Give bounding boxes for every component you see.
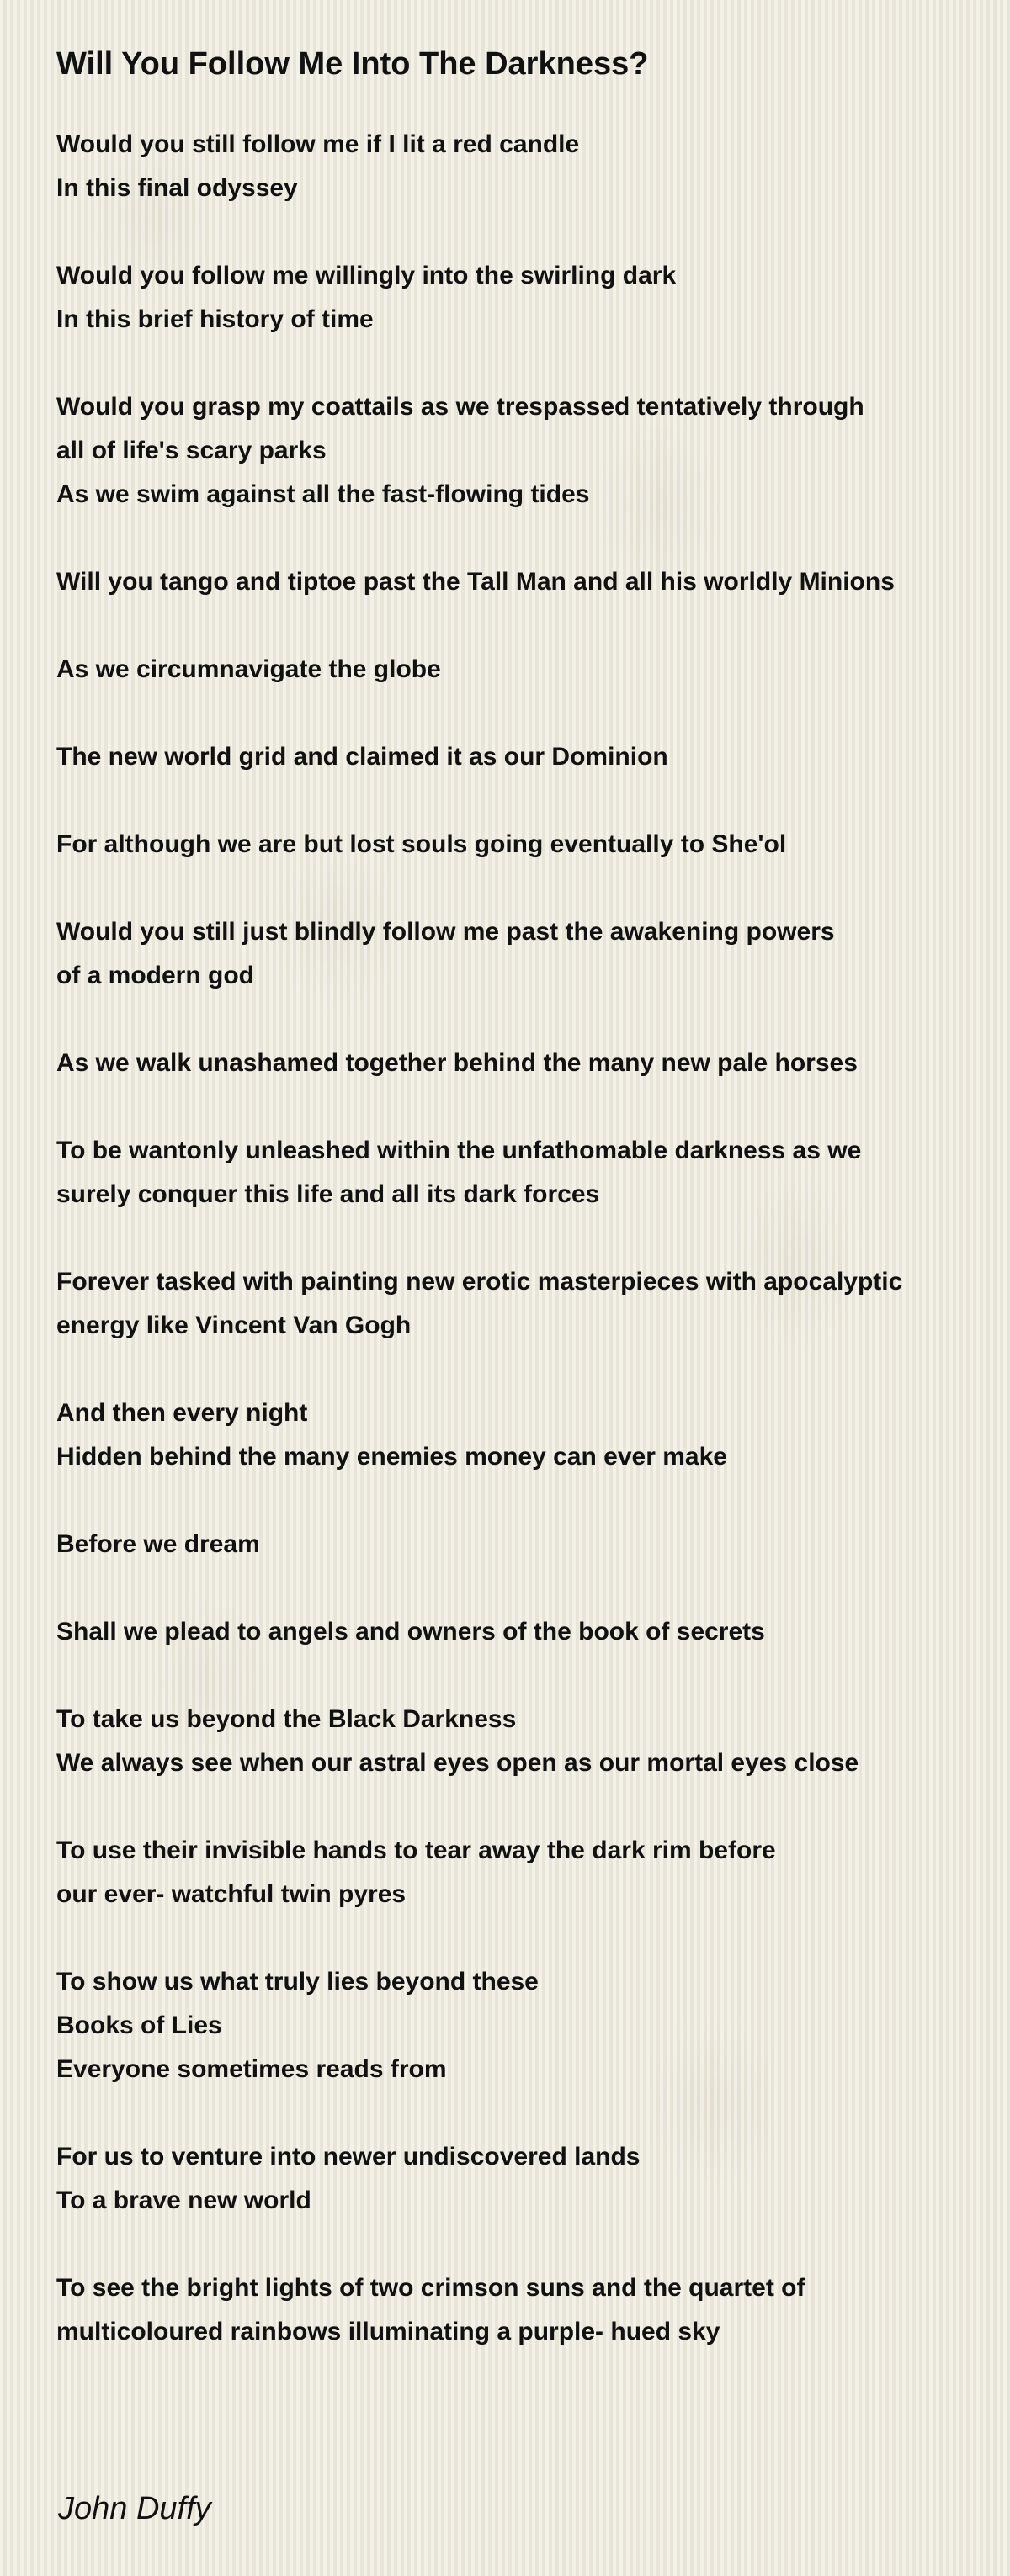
poem-stanza xyxy=(56,1042,991,1085)
poem-line: The new world grid and claimed it as our Dominion xyxy=(56,743,668,771)
poem-line: And then every night xyxy=(56,1399,308,1427)
poem-stanza xyxy=(56,2266,991,2354)
poem-stanza xyxy=(56,823,991,867)
poem-line: To a brave new world xyxy=(56,2186,311,2214)
poem-stanza xyxy=(56,385,991,517)
poem-line: Will you tango and tiptoe past the Tall Man and all his worldly Minions xyxy=(56,568,895,596)
poem-line: our ever- watchful twin pyres xyxy=(56,1880,407,1908)
poem-stanza xyxy=(56,123,991,210)
poem-line: To be wantonly unleashed within the unfathomable darkness as we xyxy=(56,1137,862,1164)
poem-title: Will You Follow Me Into The Darkness? xyxy=(56,46,649,82)
poem-line: multicoloured rainbows illuminating a purple- hued sky xyxy=(56,2318,720,2345)
poem-line: For us to venture into newer undiscovered lands xyxy=(56,2143,641,2171)
poem-line: We always see when our astral eyes open as our mortal eyes close xyxy=(56,1749,859,1777)
poem-line: To take us beyond the Black Darkness xyxy=(56,1705,517,1733)
poem-line: Hidden behind the many enemies money can ever make xyxy=(56,1443,727,1471)
poem-line: Would you follow me willingly into the swirling dark xyxy=(56,262,677,289)
poem-line: To use their invisible hands to tear away the dark rim before xyxy=(56,1837,776,1864)
poem-line: As we swim against all the fast-flowing tides xyxy=(56,480,590,508)
poem-stanza xyxy=(56,735,991,779)
poem-line: As we walk unashamed together behind the many new pale horses xyxy=(56,1049,858,1077)
poem-body xyxy=(56,123,991,2398)
poem-line: For although we are but lost souls going eventually to She'ol xyxy=(56,830,787,858)
poem-stanza xyxy=(56,2135,991,2223)
poem-line: Everyone sometimes reads from xyxy=(56,2055,447,2083)
poem-stanza xyxy=(56,1260,991,1348)
poem-stanza xyxy=(56,1610,991,1654)
poem-line: of a modern god xyxy=(56,962,254,989)
poem-line: As we circumnavigate the globe xyxy=(56,655,441,683)
poem-line: Forever tasked with painting new erotic masterpieces with apocalyptic xyxy=(56,1268,903,1296)
poem-stanza xyxy=(56,560,991,604)
poem-stanza xyxy=(56,648,991,692)
poem-author: John Duffy xyxy=(58,2491,211,2526)
poem-line: all of life's scary parks xyxy=(56,437,327,464)
poem-line: Books of Lies xyxy=(56,2012,222,2039)
poem-stanza xyxy=(56,910,991,998)
poem-stanza xyxy=(56,1523,991,1566)
poem-line: surely conquer this life and all its dark forces xyxy=(56,1180,600,1208)
poem-line: In this final odyssey xyxy=(56,174,298,202)
poem-line: energy like Vincent Van Gogh xyxy=(56,1312,412,1339)
poem-line: In this brief history of time xyxy=(56,305,374,333)
poem-line: Would you still just blindly follow me past the awakening powers xyxy=(56,918,835,946)
poem-line: To show us what truly lies beyond these xyxy=(56,1968,539,1996)
poem-stanza xyxy=(56,254,991,342)
poem-line: To see the bright lights of two crimson suns and the quartet of xyxy=(56,2274,805,2302)
poem-stanza xyxy=(56,1391,991,1479)
poem-stanza xyxy=(56,1829,991,1916)
poem-line: Would you grasp my coattails as we trespassed tentatively through xyxy=(56,393,864,421)
poem-stanza xyxy=(56,1698,991,1785)
poem-stanza xyxy=(56,1960,991,2091)
poem-line: Would you still follow me if I lit a red candle xyxy=(56,130,580,158)
poem-line: Before we dream xyxy=(56,1530,260,1558)
poem-stanza xyxy=(56,1129,991,1216)
poem-line: Shall we plead to angels and owners of the book of secrets xyxy=(56,1618,765,1646)
